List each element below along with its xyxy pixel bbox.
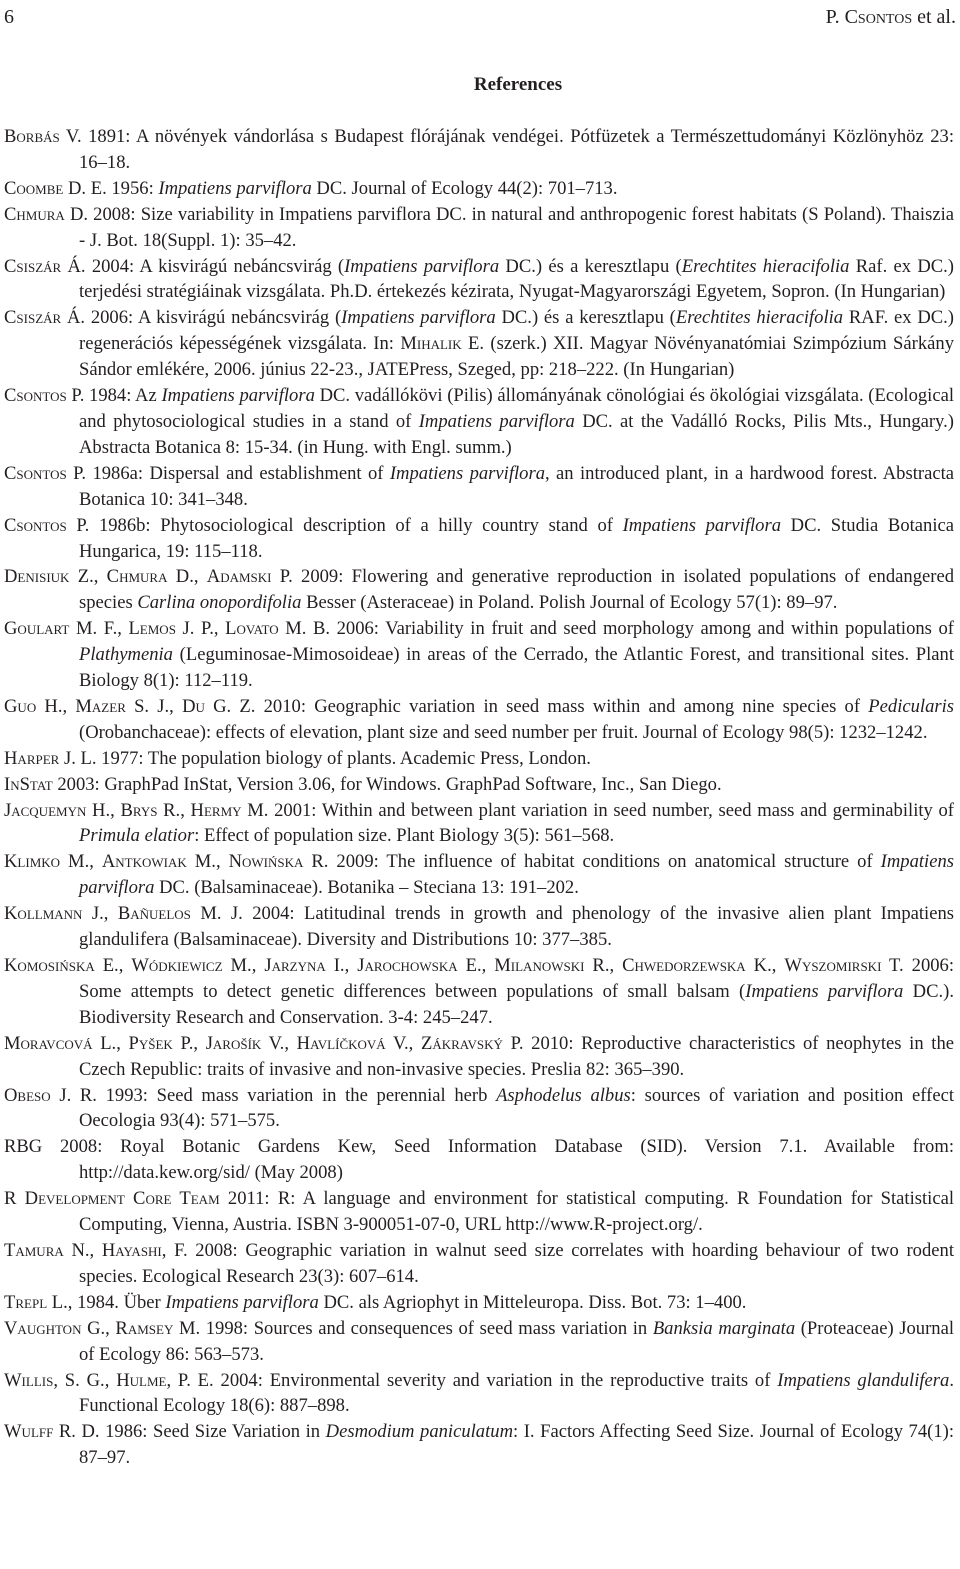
reference-author: Milanowski [494,955,585,976]
reference-author: Antkowiak [101,851,187,873]
reference-entry [4,1368,954,1420]
reference-italic: Pedicularis [868,695,955,717]
reference-author: R Development Core Team [4,1188,220,1210]
reference-text: N., [63,1239,102,1261]
reference-text: : I. Factors Affecting Seed Size. Journal of Ecology 74(1): 87–97. [79,1421,954,1469]
reference-text: RAF. ex DC.) regenerációs képességének vizsgálata. In: [79,307,954,355]
reference-author: Csiszár [4,307,62,329]
reference-author: Ramsey [115,1317,174,1339]
reference-author: Hayashi [101,1239,162,1261]
reference-author: InStat [4,773,53,795]
reference-author: Du [182,695,205,717]
reference-entry [4,254,954,306]
reference-text: S. J., [125,695,183,717]
reference-text: R., [584,955,623,976]
reference-text: H., [36,695,76,717]
reference-text: M., [222,955,265,976]
reference-text: J. L. 1977: The population biology of plants. Academic Press, London. [59,747,591,769]
reference-text: G. Z. 2010: Geographic variation in seed mass within and among nine species of [204,695,869,717]
reference-author: Guo [4,695,37,717]
reference-author: Bañuelos [117,903,191,925]
reference-author: Coombe [4,177,64,199]
reference-author: Mazer [75,695,126,717]
reference-text: , S. G., [53,1369,117,1391]
reference-entry [4,513,954,565]
reference-entry [4,1083,954,1135]
reference-text: E., [94,955,132,976]
reference-text: J., [82,903,118,925]
reference-text: J. R. 1993: Seed mass variation in the perennial herb [50,1084,497,1106]
reference-italic: Impatiens parviflora [622,514,781,536]
reference-text: G., [81,1317,116,1339]
reference-author: Mihalik [400,333,462,355]
reference-text: DC. (Balsaminaceae). Botanika – Steciana 13: 191–202. [154,877,579,899]
reference-italic: Impatiens parviflora [745,980,904,1002]
reference-author: Jarochowska [357,955,458,976]
reference-italic: Carlina onopordifolia [137,592,302,614]
reference-author: Zákravský [420,1032,503,1054]
reference-italic: Impatiens parviflora [389,462,545,484]
reference-author: Klimko [4,851,61,873]
reference-text: DC. vadállókövi (Pilis) állományának cönológiai és ökológiai vizsgálata. (Ecological and phytosociological studies in a stand of [79,385,954,432]
reference-text: (Proteaceae) Journal of Ecology 86: 563–573. [79,1317,954,1365]
reference-text: R. 2009: The influence of habitat conditions on anatomical structure of [303,851,881,873]
reference-text: E. (szerk.) XII. Magyar Növényanatómiai Szimpózium Sárkány Sándor emlékére, 2006. június 22-23., JATEPress, Szeged, pp: 218–222. (In Hungarian) [79,333,954,381]
reference-text: , F. 2008: Geographic variation in walnut seed size correlates with hoarding behaviour of two rodent species. Ecological Research 23(3): 607–614. [79,1239,954,1287]
reference-author: Komosińska [4,955,95,976]
reference-text: D. 2008: Size variability in Impatiens parviflora DC. in natural and anthropogenic forest habitats (S Poland). Thaiszia - J. Bot. 18(Suppl. 1): 35–42. [64,203,954,251]
reference-italic: Impatiens parviflora [418,410,575,432]
reference-text: I., [325,955,358,976]
reference-entry [4,798,954,850]
reference-text: T. 2006: Some attempts to detect genetic differences between populations of small balsam ( [79,955,955,1002]
reference-italic: Impatiens parviflora [344,255,500,277]
reference-text: M., [60,851,102,873]
reference-author: Denisiuk [4,566,70,588]
reference-author: Lemos [128,618,176,640]
reference-text: DC.) és a keresztlapu ( [499,255,682,277]
reference-italic: Impatiens parviflora [79,851,954,899]
reference-text: J. P., [175,618,226,640]
reference-author: Csontos [4,385,67,407]
reference-italic: Impatiens parviflora [158,177,312,199]
reference-entry [4,901,954,953]
reference-text: P. 2010: Reproductive characteristics of neophytes in the Czech Republic: traits of invasive and non-invasive species. Preslia 82: 365–390. [79,1032,954,1080]
reference-entry [4,616,954,694]
reference-author: Vaughton [4,1317,82,1339]
reference-author: Goulart [4,618,70,640]
reference-list [4,124,954,1471]
reference-author: Kollmann [4,903,83,925]
reference-author: Borbás [4,126,60,147]
reference-text: 2011: R: A language and environment for statistical computing. R Foundation for Statistical Computing, Vienna, Austria. ISBN 3-900051-07-0, URL http://www.R-project.org/. [79,1188,954,1236]
reference-text: Besser (Asteraceae) in Poland. Polish Journal of Ecology 57(1): 89–97. [301,592,838,614]
reference-text: DC.). Biodiversity Research and Conservation. 3-4: 245–247. [79,980,955,1028]
reference-author: Tamura [4,1239,64,1261]
reference-entry [4,1186,954,1238]
reference-author: Csontos [4,514,67,536]
reference-author: Hermy [190,799,242,821]
reference-author: Csontos [4,462,67,484]
reference-text: M. J. 2004: Latitudinal trends in growth and phenology of the invasive alien plant Impatiens glandulifera (Balsaminaceae). Diversity and Distributions 10: 377–385. [79,903,954,951]
reference-text: P. 1986b: Phytosociological description of a hilly country stand of [66,514,623,536]
reference-italic: Impatiens parviflora [341,307,496,329]
reference-italic: Asphodelus albus [496,1084,631,1106]
reference-author: Chwedorzewska [622,955,746,976]
reference-entry [4,1316,954,1368]
reference-author: Havlíčková [296,1032,386,1054]
reference-text: H., [86,799,121,821]
reference-text: (Leguminosae-Mimosoideae) in areas of the Cerrado, the Atlantic Forest, and transitional sites. Plant Biology 8(1): 112–119. [79,644,954,692]
reference-text: L., [92,1032,129,1054]
running-head-suffix: et al. [917,6,956,28]
reference-italic: Erechtites hieracifolia [675,307,844,329]
reference-text: M., [186,851,229,873]
reference-text: K., [745,955,785,976]
reference-text: RBG 2008: Royal Botanic Gardens Kew, Seed Information Database (SID). Version 7.1. Available from: http://data.kew.org/sid/ (May 2008) [4,1136,954,1184]
reference-text: M. B. 2006: Variability in fruit and seed morphology among and within populations of [278,618,954,640]
reference-author: Harper [4,747,60,769]
reference-text: V. 1891: A növények vándorlása s Budapest flórájának vendégei. Pótfüzetek a Természettudományi Közlönyhöz 23: 16–18. [59,126,954,173]
reference-text: P. 1986a: Dispersal and establishment of [66,462,390,484]
running-head [826,4,956,30]
reference-text: E., [457,955,495,976]
reference-author: Willis [4,1369,54,1391]
reference-text: (Orobanchaceae): effects of elevation, plant size and seed number per fruit. Journal of Ecology 98(5): 1232–1242. [79,721,928,743]
reference-entry [4,746,954,772]
reference-italic: Impatiens parviflora [161,385,315,407]
reference-text: Á. 2006: A kisvirágú nebáncsvirág ( [61,307,342,329]
reference-author: Brys [120,799,158,821]
reference-text: V., [385,1032,421,1054]
reference-author: Wódkiewicz [131,955,223,976]
reference-text: R., [157,799,191,821]
reference-entry [4,176,954,202]
reference-text: M. 2001: Within and between plant variation in seed number, seed mass and germinability of [241,799,954,821]
reference-entry [4,383,954,461]
reference-text: P. 2009: Flowering and generative reproduction in isolated populations of endangered species [79,566,954,614]
reference-text: R. D. 1986: Seed Size Variation in [53,1421,326,1443]
reference-text: . Functional Ecology 18(6): 887–898. [79,1369,954,1417]
reference-entry [4,461,954,513]
reference-entry [4,1031,954,1083]
reference-text: DC. at the Vadálló Rocks, Pilis Mts., Hungary.) Abstracta Botanica 8: 15-34. (in Hung. with Engl. summ.) [79,410,954,458]
reference-text: DC. Journal of Ecology 44(2): 701–713. [311,177,618,199]
reference-text: : sources of variation and position effect Oecologia 93(4): 571–575. [79,1084,954,1132]
page-number: 6 [4,6,14,28]
reference-text: 2003: GraphPad InStat, Version 3.06, for Windows. GraphPad Software, Inc., San Diego. [52,773,722,795]
reference-entry [4,849,954,901]
reference-entry [4,564,954,616]
running-head-author: Csontos [844,6,913,28]
reference-entry [4,1419,954,1471]
reference-text: : Effect of population size. Plant Biology 3(5): 561–568. [194,825,615,847]
reference-author: Adamski [206,566,272,588]
reference-author: Pyšek [128,1032,173,1054]
reference-entry [4,953,954,1031]
reference-author: Moravcová [4,1032,93,1054]
reference-text: DC. Studia Botanica Hungarica, 19: 115–118. [79,514,955,562]
reference-entry [4,694,954,746]
reference-text: P. 1984: Az [66,385,162,407]
reference-text: Á. 2004: A kisvirágú nebáncsvirág ( [61,255,345,277]
reference-text: Raf. ex DC.) terjedési stratégiáinak vizsgálata. Ph.D. értekezés kézirata, Nyugat-Magyarországi Egyetem, Sopron. (In Hungarian) [79,255,954,303]
reference-author: Trepl [4,1291,48,1313]
reference-text: M. F., [69,618,129,640]
running-head-initial: P. [825,6,840,28]
reference-italic: Desmodium paniculatum [325,1421,513,1443]
reference-text: , P. E. 2004: Environmental severity and variation in the reproductive traits of [166,1369,778,1391]
reference-text: DC.) és a keresztlapu ( [495,307,676,329]
reference-author: Jarošík [205,1032,262,1054]
reference-author: Wyszomirski [784,955,882,976]
reference-entry [4,1238,954,1290]
reference-author: Csiszár [4,255,62,277]
reference-italic: Banksia marginata [652,1317,796,1339]
reference-author: Obeso [4,1084,51,1106]
reference-italic: Erechtites hieracifolia [681,255,850,277]
reference-text: D., [167,566,207,588]
reference-author: Jarzyna [264,955,326,976]
reference-italic: Plathymenia [79,644,173,666]
reference-text: , an introduced plant, in a hardwood forest. Abstracta Botanica 10: 341–348. [79,462,954,510]
reference-author: Wulff [4,1421,54,1443]
reference-text: Z., [69,566,107,588]
reference-entry [4,124,954,176]
reference-entry [4,305,954,383]
reference-text: DC. als Agriophyt in Mitteleuropa. Diss. Bot. 73: 1–400. [318,1291,747,1313]
reference-entry [4,772,954,798]
reference-italic: Impatiens parviflora [165,1291,319,1313]
reference-entry [4,202,954,254]
reference-author: Jacquemyn [4,799,87,821]
reference-author: Nowińska [228,851,304,873]
reference-text: L., 1984. Über [47,1291,166,1313]
reference-text: V., [261,1032,297,1054]
reference-text: P., [172,1032,206,1054]
reference-entry [4,1290,954,1316]
reference-text: D. E. 1956: [63,177,159,199]
reference-italic: Impatiens glandulifera [777,1369,950,1391]
reference-author: Lovato [225,618,279,640]
reference-entry [4,1134,954,1186]
reference-author: Chmura [4,203,65,225]
reference-italic: Primula elatior [79,825,195,847]
reference-author: Hulme [116,1369,167,1391]
section-title: References [473,74,563,95]
reference-text: M. 1998: Sources and consequences of seed mass variation in [173,1317,653,1339]
reference-author: Chmura [106,566,168,588]
